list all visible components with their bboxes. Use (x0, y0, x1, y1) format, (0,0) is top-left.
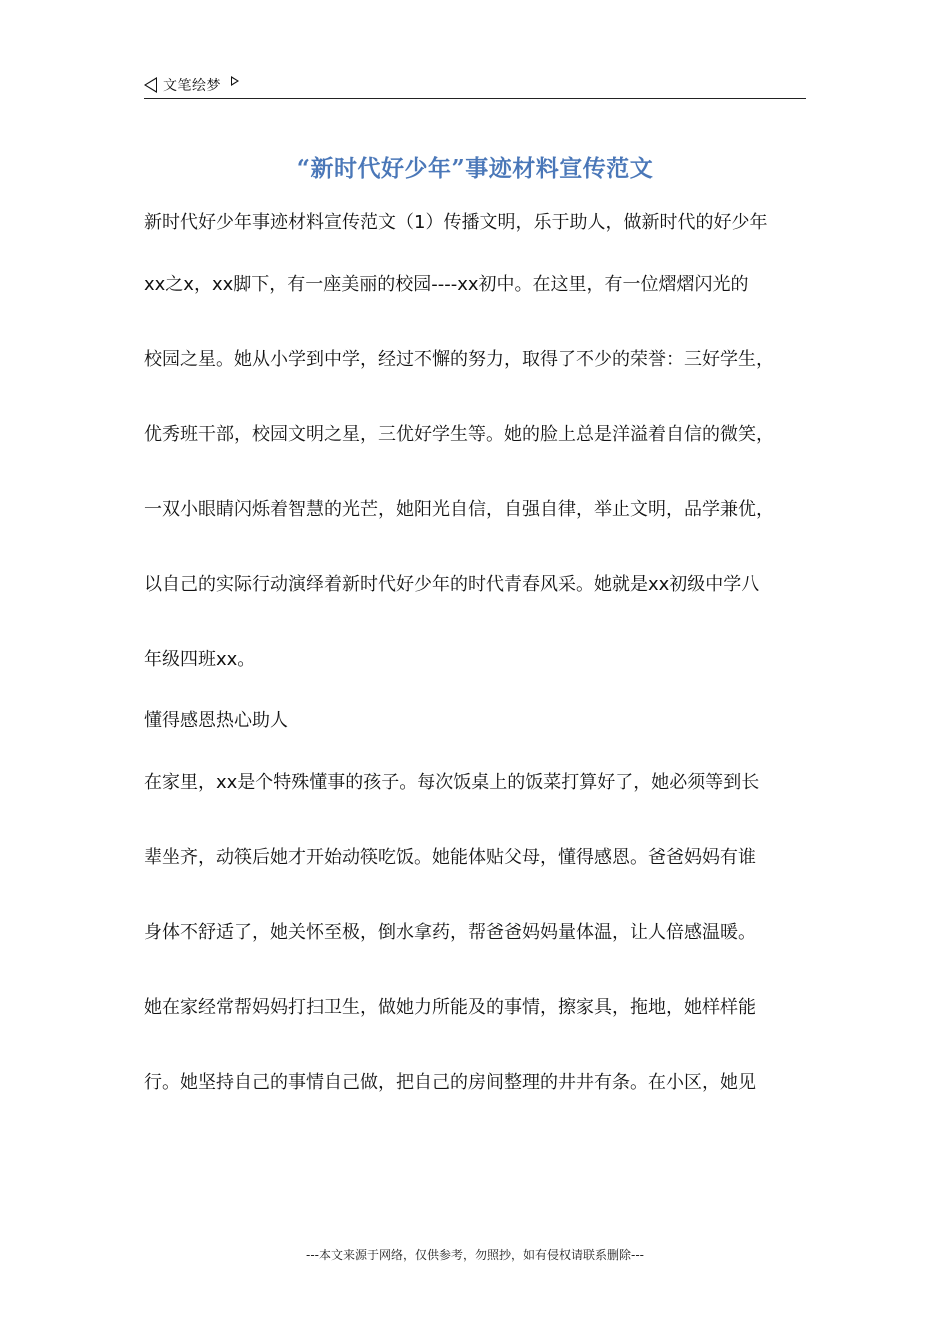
document-title: “新时代好少年”事迹材料宣传范文 (296, 155, 654, 182)
triangle-right-icon (231, 76, 239, 86)
page-header (144, 72, 806, 99)
body-line: xx之x，xx脚下，有一座美丽的校园----xx初中。在这里，有一位熠熠闪光的 (144, 274, 749, 295)
body-line: 辈坐齐，动筷后她才开始动筷吃饭。她能体贴父母，懂得感恩。爸爸妈妈有谁 (144, 847, 756, 868)
section-heading: 懂得感恩热心助人 (144, 710, 288, 731)
body-line: 行。她坚持自己的事情自己做，把自己的房间整理的井井有条。在小区，她见 (144, 1072, 756, 1093)
body-line: 在家里，xx是个特殊懂事的孩子。每次饭桌上的饭菜打算好了，她必须等到长 (144, 772, 760, 793)
body-line: 她在家经常帮妈妈打扫卫生，做她力所能及的事情，擦家具，拖地，她样样能 (144, 997, 756, 1018)
triangle-left-icon (144, 77, 157, 93)
body-line: 一双小眼睛闪烁着智慧的光芒，她阳光自信，自强自律，举止文明，品学兼优， (144, 499, 774, 520)
body-line: 新时代好少年事迹材料宣传范文（1）传播文明，乐于助人，做新时代的好少年 (144, 212, 768, 233)
body-line: 年级四班xx。 (144, 649, 256, 670)
body-line: 身体不舒适了，她关怀至极，倒水拿药，帮爸爸妈妈量体温，让人倍感温暖。 (144, 922, 756, 943)
body-line: 以自己的实际行动演绎着新时代好少年的时代青春风采。她就是xx初级中学八 (144, 574, 760, 595)
page-footer-disclaimer: ---本文来源于网络，仅供参考，勿照抄，如有侵权请联系删除--- (306, 1248, 644, 1262)
body-line: 校园之星。她从小学到中学，经过不懈的努力，取得了不少的荣誉：三好学生， (144, 349, 774, 370)
header-brand: 文笔绘梦 (163, 78, 221, 94)
body-line: 优秀班干部，校园文明之星，三优好学生等。她的脸上总是洋溢着自信的微笑， (144, 424, 774, 445)
